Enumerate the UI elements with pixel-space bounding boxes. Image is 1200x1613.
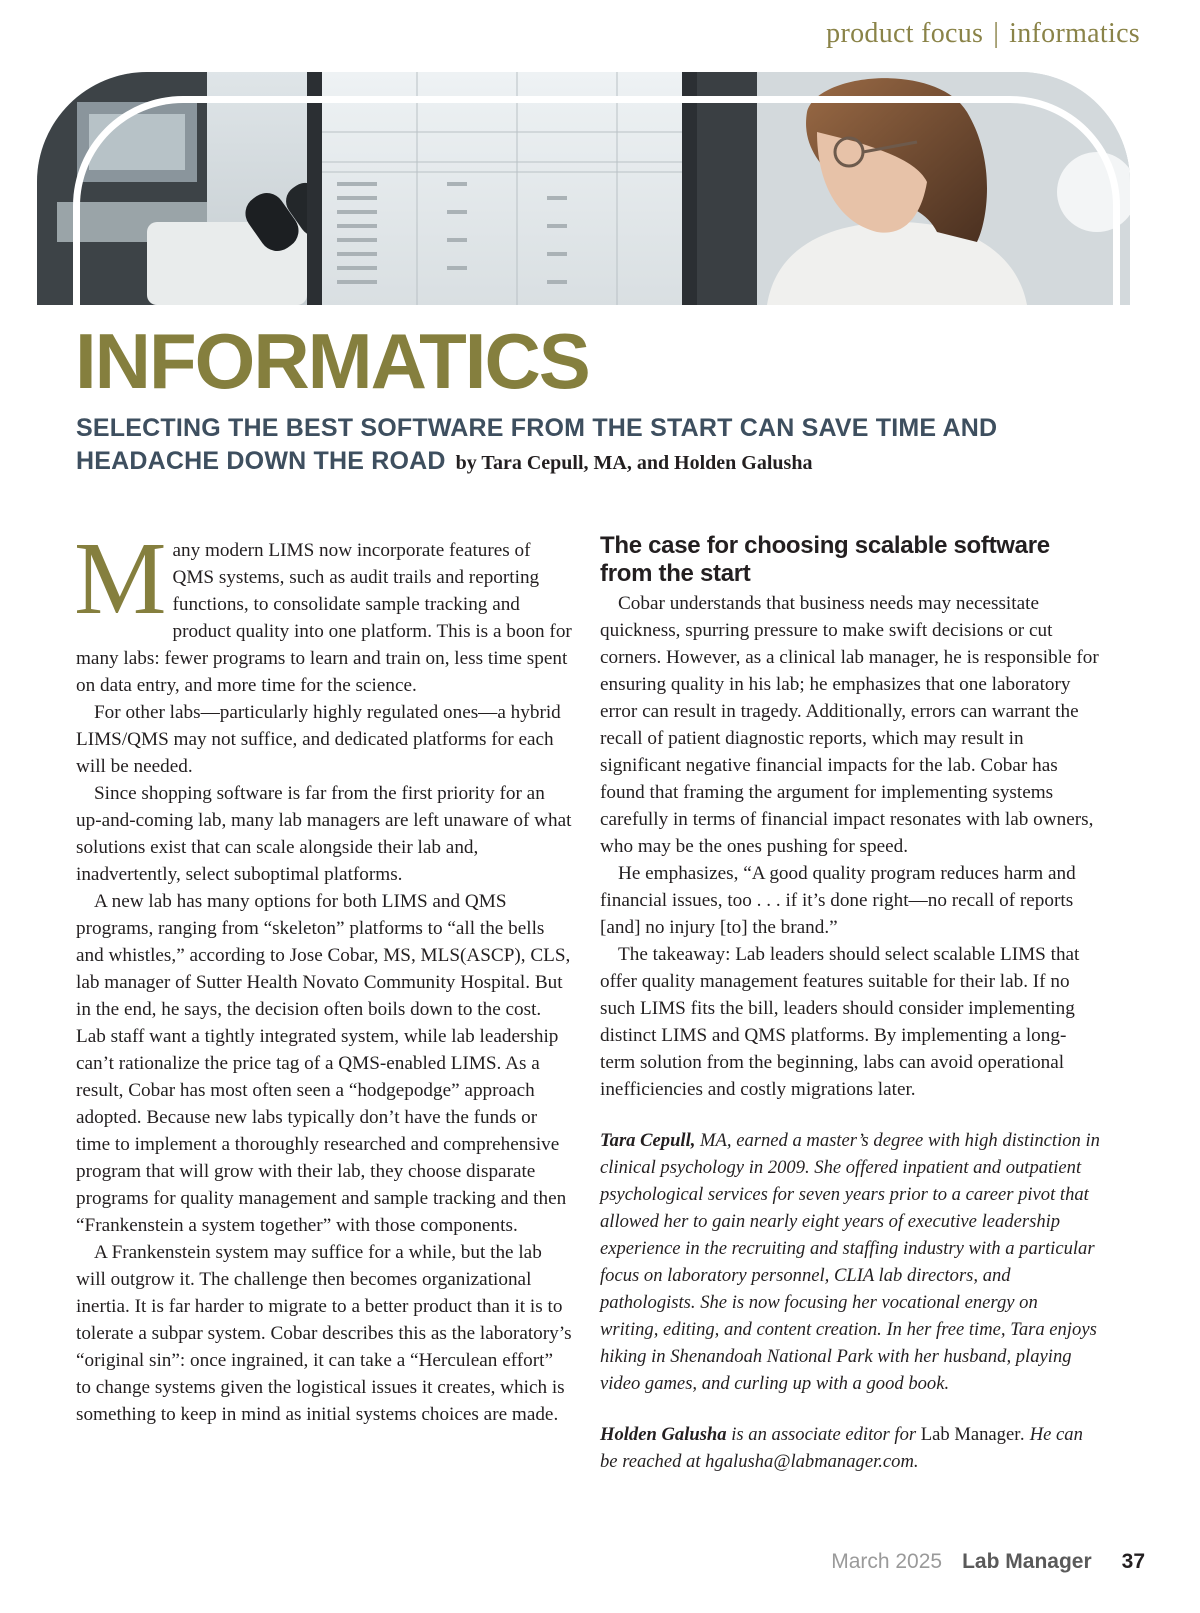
page-number: 37	[1121, 1550, 1145, 1573]
left-column	[74, 521, 572, 1428]
body-paragraph-5: A Frankenstein system may suffice for a while, but the lab will outgrow it. The challenge then becomes organizational inertia. It is far harder to migrate to a better product than it is to tolerate a subpar system. Cobar describes this as the laboratory’s “original sin”: once ingrained, it can take a “Herculean effort” to change systems given the logistical issues it creates, which is something to keep in mind as initial systems choices are made.	[76, 1242, 572, 1425]
body-paragraph-8: The takeaway: Lab leaders should select scalable LIMS that offer quality management features suitable for their lab. If no such LIMS fits the bill, leaders should consider implementing distinct LIMS and QMS platforms. By implementing a long-term solution from the beginning, labs can avoid operational inefficiencies and costly migrations later.	[600, 944, 1080, 1100]
body-paragraph-7: He emphasizes, “A good quality program reduces harm and financial issues, too . . . if it’s done right—no recall of reports [and] no injury [to] the brand.”	[600, 863, 1076, 938]
bio-tara-name: Tara Cepull,	[600, 1130, 696, 1151]
right-column	[600, 532, 1100, 1499]
bio-holden-text-2: . He can be reached at hgalusha@labmanager.com.	[600, 1424, 1083, 1472]
bio-holden-text-1: is an associate editor for	[726, 1424, 921, 1445]
bio-holden	[600, 1421, 1100, 1475]
body-paragraph-2: For other labs—particularly highly regulated ones—a hybrid LIMS/QMS may not suffice, and dedicated platforms for each will be needed.	[76, 702, 561, 777]
issue-date: March 2025	[831, 1550, 943, 1573]
section-label	[826, 18, 1140, 50]
article-byline: by Tara Cepull, MA, and Holden Galusha	[455, 452, 813, 474]
body-paragraph-3: Since shopping software is far from the first priority for an up-and-coming lab, many lab managers are left unaware of what solutions exist that can scale alongside their lab and, inadvertently, select suboptimal platforms.	[76, 783, 572, 885]
page-footer	[831, 1550, 1145, 1574]
magazine-name: Lab Manager	[962, 1550, 1092, 1573]
section-subhead: The case for choosing scalable software from the start	[600, 532, 1050, 587]
body-paragraph-6: Cobar understands that business needs may necessitate quickness, spurring pressure to make swift decisions or cut corners. However, as a clinical lab manager, he is responsible for ensuring quality in his lab; he emphasizes that one laboratory error can result in tragedy. Additionally, errors can warrant the recall of patient diagnostic reports, which may result in significant negative financial impacts for the lab. Cobar has found that framing the argument for implementing systems carefully in terms of financial impact resonates with lab owners, who may be the ones pushing for speed.	[600, 593, 1099, 857]
section-separator: |	[993, 18, 1000, 49]
drop-cap: M	[74, 521, 167, 636]
article-subtitle-block	[76, 412, 1126, 480]
article-subtitle: SELECTING THE BEST SOFTWARE FROM THE START CAN SAVE TIME AND HEADACHE DOWN THE ROAD	[76, 414, 998, 475]
bio-tara	[600, 1127, 1100, 1397]
body-paragraph-1	[74, 521, 572, 699]
body-paragraph-1-text: any modern LIMS now incorporate features of QMS systems, such as audit trails and reporting functions, to consolidate sample tracking and product quality into one platform. This is a boon for many labs: fewer programs to learn and train on, less time spent on data entry, and more time for the science.	[76, 540, 572, 696]
section-topic: informatics	[1009, 18, 1140, 49]
bio-holden-magazine: Lab Manager	[920, 1424, 1021, 1445]
body-paragraph-4: A new lab has many options for both LIMS and QMS programs, ranging from “skeleton” platforms to “all the bells and whistles,” according to Jose Cobar, MS, MLS(ASCP), CLS, lab manager of Sutter Health Novato Community Hospital. But in the end, he says, the decision often boils down to the cost. Lab staff want a tightly integrated system, while lab leadership can’t rationalize the price tag of a QMS-enabled LIMS. As a result, Cobar has most often seen a “hodgepodge” approach adopted. Because new labs typically don’t have the funds or time to implement a thoroughly researched and comprehensive program that will grow with their lab, they choose disparate programs for quality management and sample tracking and then “Frankenstein a system together” with those components.	[76, 891, 571, 1236]
author-bios	[600, 1127, 1100, 1475]
section-name: product focus	[826, 18, 984, 49]
article-title: INFORMATICS	[75, 317, 589, 405]
bio-holden-name: Holden Galusha	[600, 1424, 727, 1445]
bio-tara-text: MA, earned a master’s degree with high distinction in clinical psychology in 2009. She offered inpatient and outpatient psychological services for seven years prior to a career pivot that allowed her to gain nearly eight years of executive leadership experience in the recruiting and staffing industry with a particular focus on laboratory personnel, CLIA lab directors, and pathologists. She is now focusing her vocational energy on writing, editing, and content creation. In her free time, Tara enjoys hiking in Shenandoah National Park with her husband, playing video games, and curling up with a good book.	[600, 1130, 1100, 1394]
